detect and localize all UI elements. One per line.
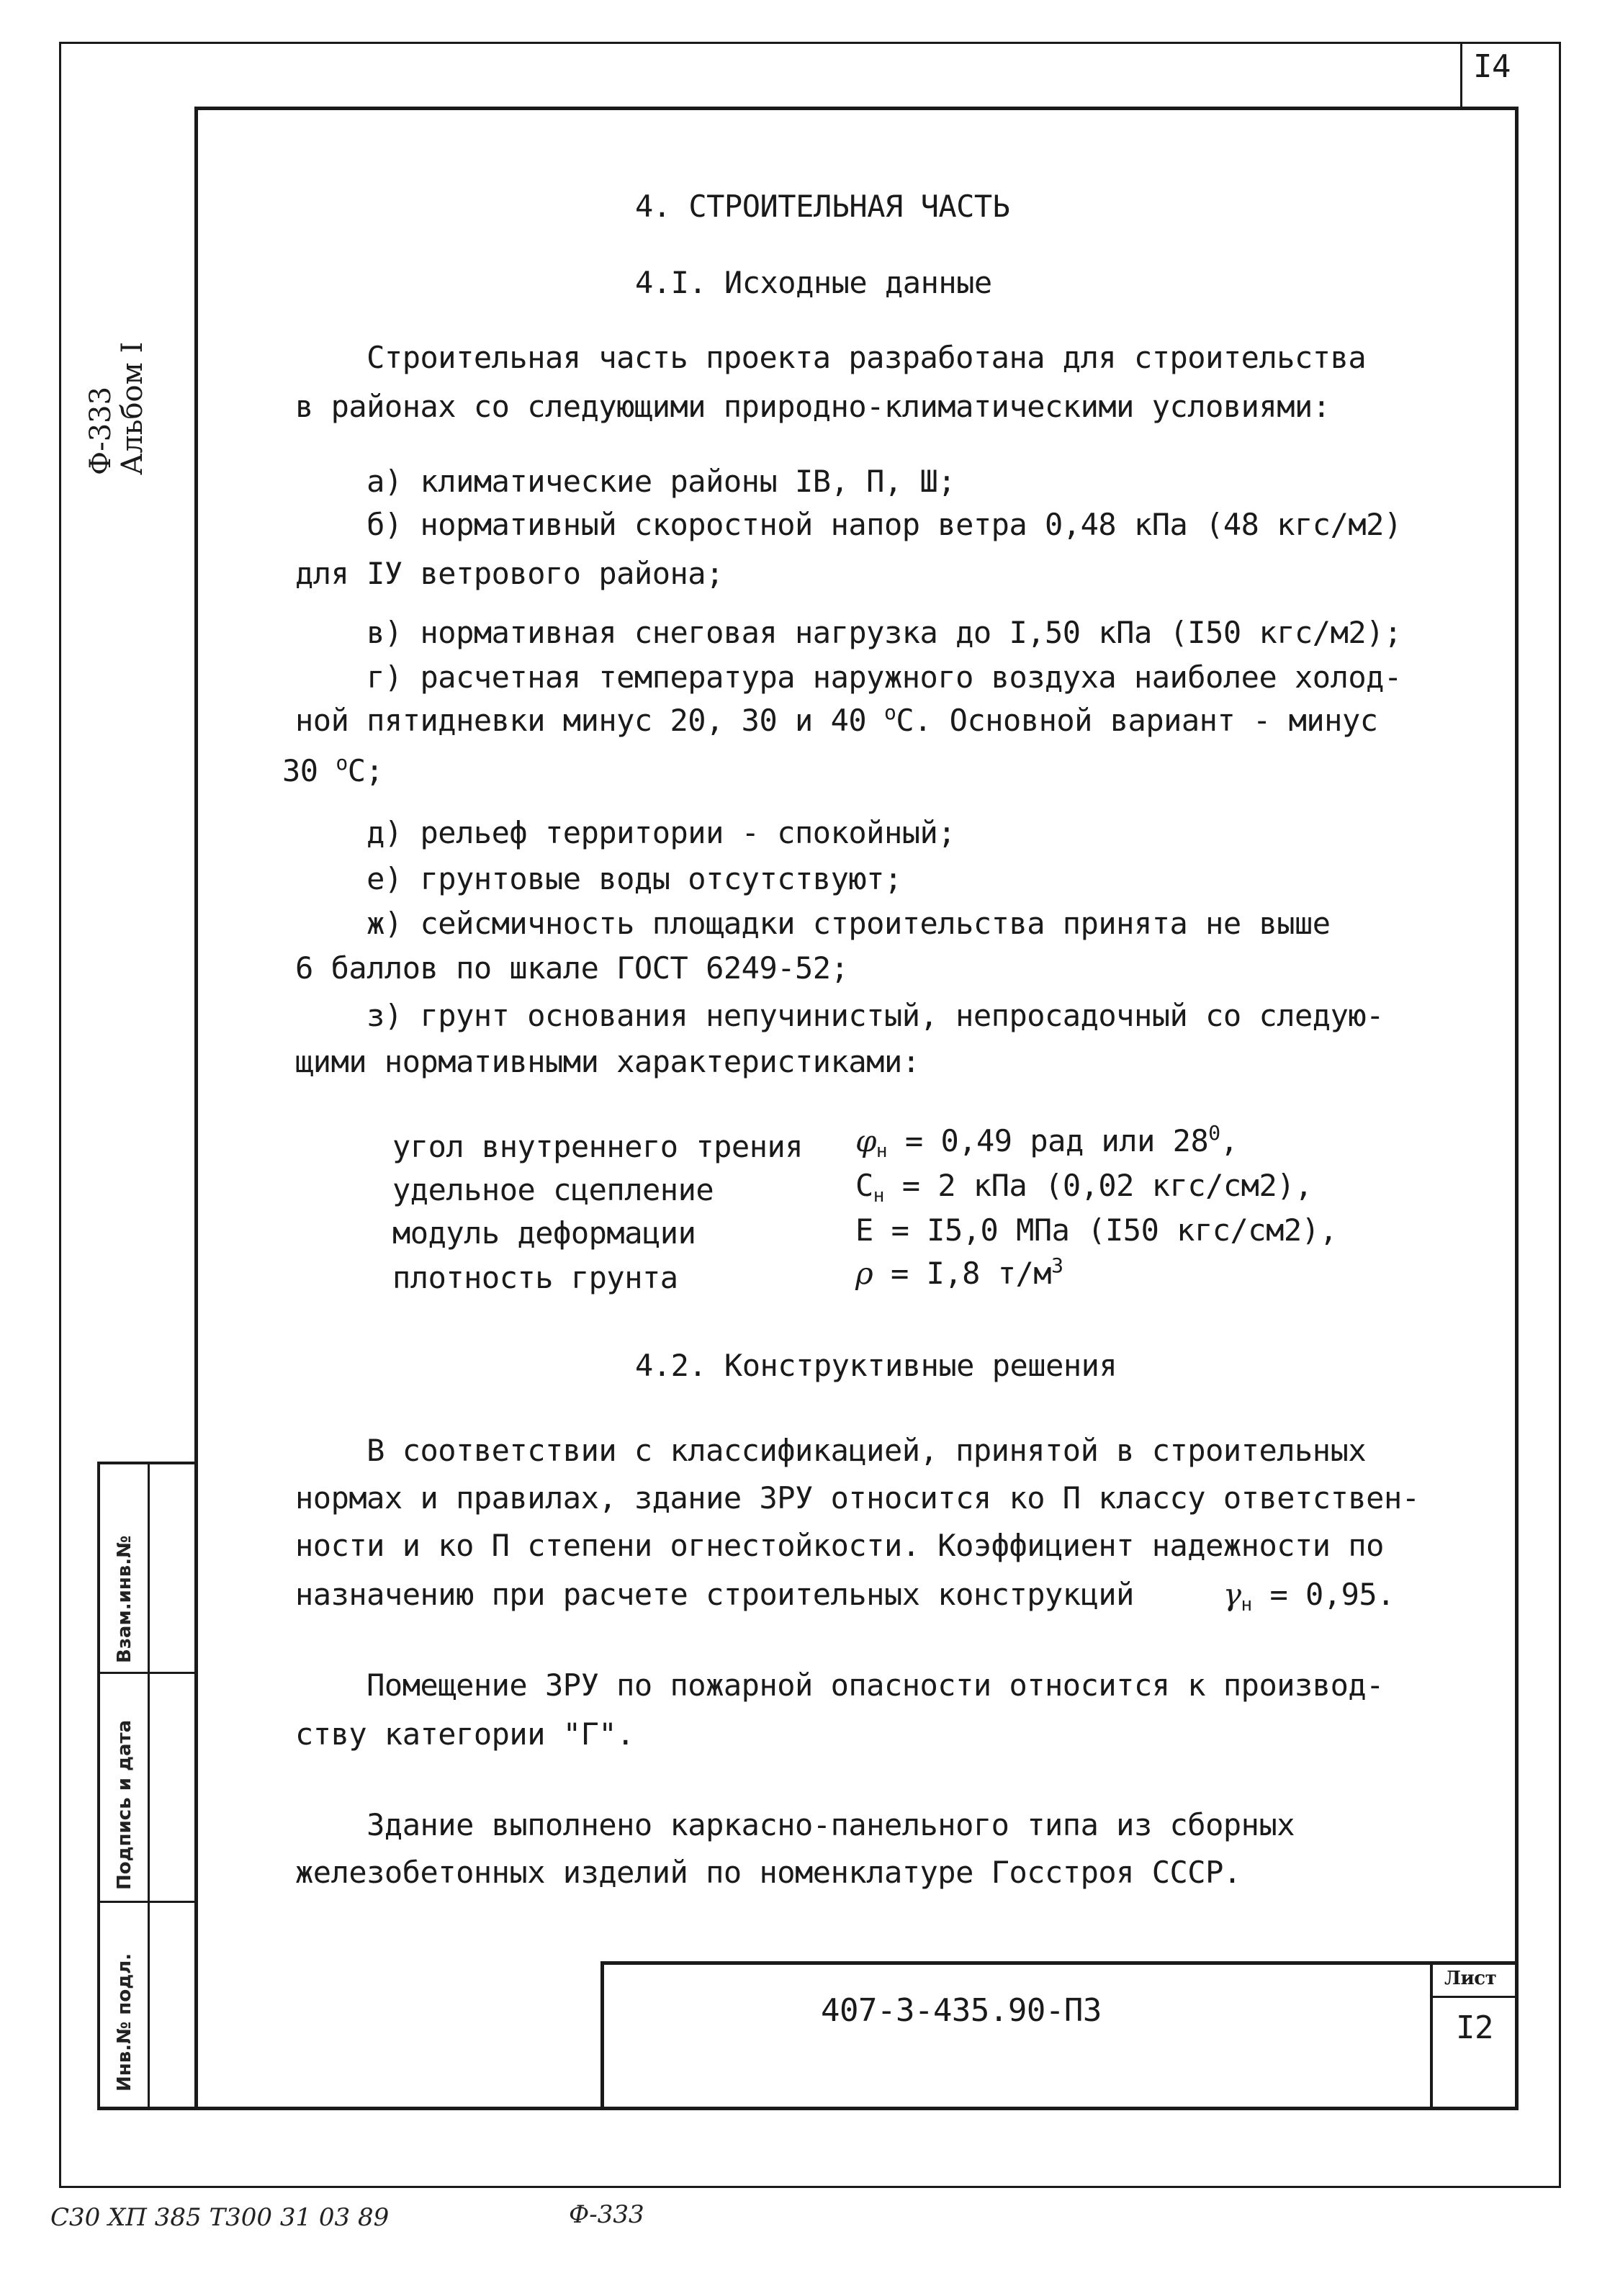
inner-frame-top <box>194 107 1518 110</box>
condition-zh-cont: 6 баллов по шкале ГОСТ 6249-52; <box>295 950 849 986</box>
section-title: 4. СТРОИТЕЛЬНАЯ ЧАСТЬ <box>635 189 1010 224</box>
subsection-1-title: 4.I. Исходные данные <box>635 265 992 300</box>
condition-b: б) нормативный скоростной напор ветра 0,48 кПа (48 кгс/м2) <box>295 507 1402 542</box>
side-stamp-line1: Ф-333 <box>84 386 117 475</box>
para-3-line-1: Здание выполнено каркасно-панельного типа из сборных <box>295 1807 1295 1842</box>
para-1-line-4: назначению при расчете строительных конструкций $\gamma_н = 0,95$. <box>295 1577 1395 1616</box>
intro-line-1: Строительная часть проекта разработана для строительства <box>295 340 1367 375</box>
para-3-line-2: железобетонных изделий по номенклатуре Госстроя СССР. <box>295 1855 1241 1890</box>
condition-zh: ж) сейсмичность площадки строительства принята не выше <box>295 906 1331 941</box>
condition-a: а) климатические районы IВ, П, Ш; <box>295 464 956 499</box>
soil-param-value: $С_н = 2$ кПа (0,02 кгс/см2), <box>855 1168 1313 1207</box>
condition-g-cont: ной пятидневки минус 20, 30 и 40 $^о$С. Основной вариант - минус <box>295 701 1378 738</box>
outer-frame-left <box>59 42 61 2187</box>
field-vzam-inv: Взам.инв.№ <box>114 1535 135 1663</box>
bottom-note-left: С30 ХП 385 Т300 31 03 89 <box>50 2203 390 2232</box>
condition-z-cont: щими нормативными характеристиками: <box>295 1044 920 1079</box>
soil-param-name: удельное сцепление <box>392 1172 714 1207</box>
inner-frame-right <box>1515 107 1519 2110</box>
para-2-line-1: Помещение ЗРУ по пожарной опасности относится к производ- <box>295 1667 1384 1703</box>
condition-z: з) грунт основания непучинистый, непросадочный со следую- <box>295 998 1384 1033</box>
sheet-number: I2 <box>1456 2009 1493 2046</box>
condition-g: г) расчетная температура наружного воздуха наиболее холод- <box>295 659 1402 695</box>
para-1-line-1: В соответствии с классификацией, принятой в строительных <box>295 1433 1367 1468</box>
soil-param-value: ρ = I,8 $т/м^3$ <box>855 1253 1063 1291</box>
bottom-note-right: Ф-333 <box>569 2200 644 2229</box>
soil-param-value: $\varphi_н = 0,49$ рад или $28^0$, <box>855 1121 1238 1162</box>
condition-b-cont: для IУ ветрового района; <box>295 556 724 591</box>
soil-param-name: плотность грунта <box>392 1260 678 1295</box>
soil-param-name: модуль деформации <box>392 1215 696 1251</box>
side-stamp-line2: Альбом I <box>116 341 149 475</box>
field-podpis-data: Подпись и дата <box>114 1719 135 1890</box>
inner-frame-bottom <box>97 2107 1519 2110</box>
soil-param-value: Е = I5,0 МПа (I50 кгс/см2), <box>855 1212 1338 1248</box>
intro-line-2: в районах со следующими природно-климатическими условиями: <box>295 389 1331 424</box>
soil-param-name: угол внутреннего трения <box>392 1129 804 1164</box>
para-1-line-2: нормах и правилах, здание ЗРУ относится ко П классу ответствен- <box>295 1480 1420 1516</box>
doc-code: 407-3-435.90-ПЗ <box>821 1992 1102 2029</box>
outer-frame-bottom <box>59 2186 1561 2188</box>
outer-frame-right <box>1559 42 1561 2187</box>
inner-frame-left <box>194 107 198 2110</box>
condition-g-end: 30 $^о$С; <box>282 751 384 788</box>
condition-d: д) рельеф территории - спокойный; <box>295 815 956 850</box>
field-inv-podl: Инв.№ подл. <box>114 1953 135 2092</box>
corner-box-left <box>1460 42 1462 108</box>
sheet-corner-number: I4 <box>1473 48 1511 85</box>
para-1-line-3: ности и ко П степени огнестойкости. Коэффициент надежности по <box>295 1528 1384 1563</box>
condition-e: е) грунтовые воды отсутствуют; <box>295 861 902 896</box>
side-stamp <box>85 342 148 475</box>
para-2-line-2: ству категории "Г". <box>295 1716 634 1752</box>
subsection-2-title: 4.2. Конструктивные решения <box>635 1348 1117 1383</box>
sheet-label: Лист <box>1444 1968 1497 1989</box>
outer-frame-top <box>59 42 1561 44</box>
condition-v: в) нормативная снеговая нагрузка до I,50 кПа (I50 кгс/м2); <box>295 615 1402 650</box>
